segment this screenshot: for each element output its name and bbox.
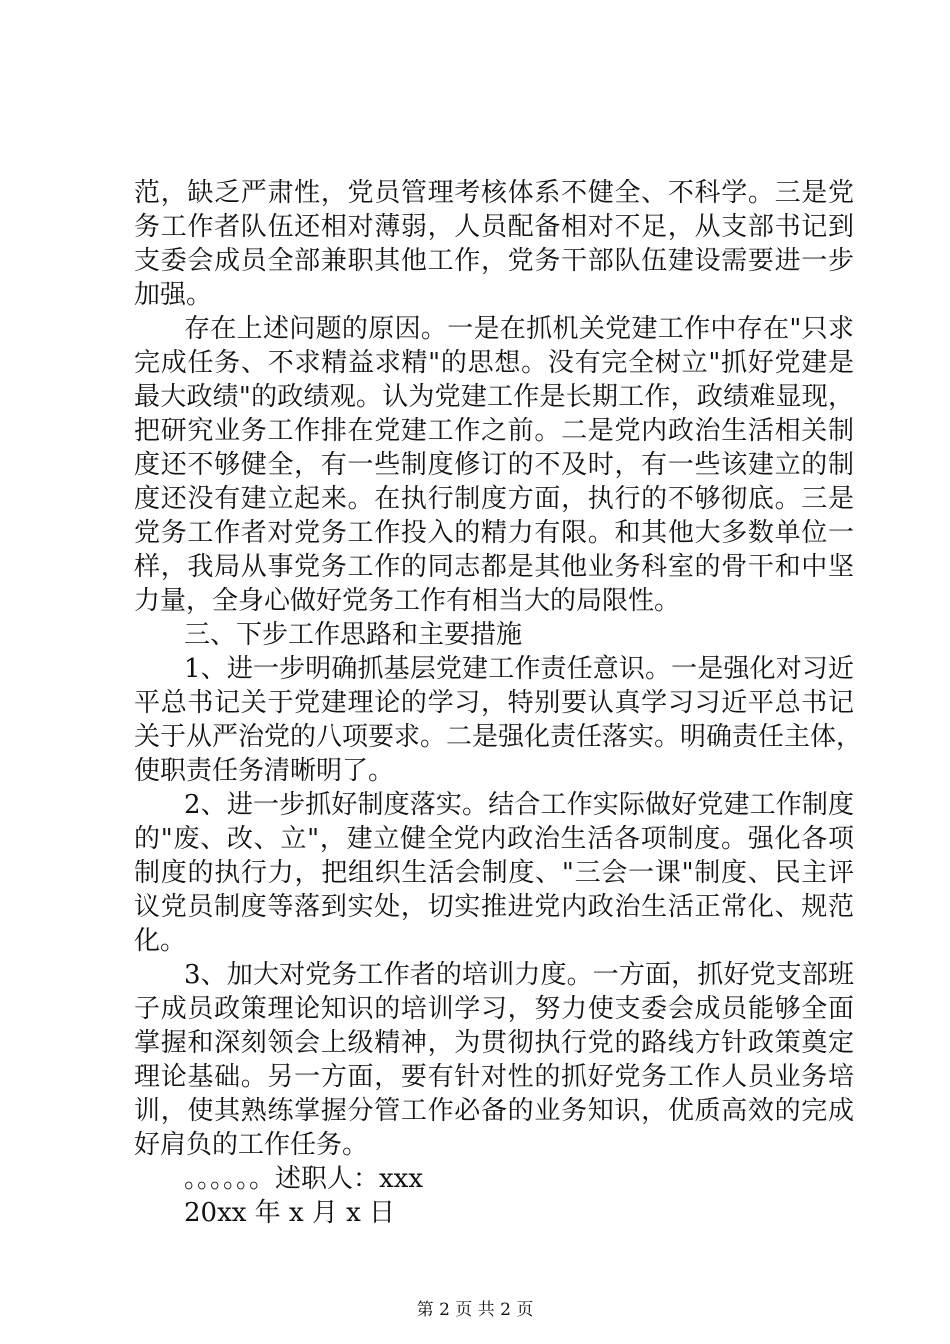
text-line: 支委会成员全部兼职其他工作，党务干部队伍建设需要进一步 xyxy=(134,246,854,276)
text-line: 3、加大对党务工作者的培训力度。一方面，抓好党支部班 xyxy=(184,960,854,990)
text-line: 平总书记关于党建理论的学习，特别要认真学习习近平总书记 xyxy=(134,688,854,718)
text-line: 的"废、改、立"，建立健全党内政治生活各项制度。强化各项 xyxy=(134,824,854,854)
text-line: 化。 xyxy=(134,926,187,956)
text-line: 力量，全身心做好党务工作有相当大的局限性。 xyxy=(134,586,681,616)
text-line: 党务工作者对党务工作投入的精力有限。和其他大多数单位一 xyxy=(134,518,854,548)
text-line: 度还不够健全，有一些制度修订的不及时，有一些该建立的制 xyxy=(134,450,854,480)
page-footer: 第 2 页 共 2 页 xyxy=(416,1300,534,1320)
text-line: 使职责任务清晰明了。 xyxy=(134,756,395,786)
text-line: 。。。。。。述职人：xxx xyxy=(184,1164,423,1194)
text-line: 2、进一步抓好制度落实。结合工作实际做好党建工作制度 xyxy=(184,790,854,820)
text-line: 范，缺乏严肃性，党员管理考核体系不健全、不科学。三是党 xyxy=(134,178,854,208)
text-line: 存在上述问题的原因。一是在抓机关党建工作中存在"只求 xyxy=(184,314,854,344)
text-line: 最大政绩"的政绩观。认为党建工作是长期工作，政绩难显现， xyxy=(134,382,854,412)
document-body xyxy=(134,176,863,1230)
text-line: 完成任务、不求精益求精"的思想。没有完全树立"抓好党建是 xyxy=(134,348,854,378)
text-line: 理论基础。另一方面，要有针对性的抓好党务工作人员业务培 xyxy=(134,1062,854,1092)
text-line: 度还没有建立起来。在执行制度方面，执行的不够彻底。三是 xyxy=(134,484,854,514)
text-line: 训，使其熟练掌握分管工作必备的业务知识，优质高效的完成 xyxy=(134,1096,854,1126)
text-line: 1、进一步明确抓基层党建工作责任意识。一是强化对习近 xyxy=(184,654,854,684)
text-line: 20xx 年 x 月 x 日 xyxy=(184,1198,396,1228)
text-line: 子成员政策理论知识的培训学习，努力使支委会成员能够全面 xyxy=(134,994,854,1024)
text-line: 把研究业务工作排在党建工作之前。二是党内政治生活相关制 xyxy=(134,416,854,446)
text-line: 制度的执行力，把组织生活会制度、"三会一课"制度、民主评 xyxy=(134,858,854,888)
text-line: 样，我局从事党务工作的同志都是其他业务科室的骨干和中坚 xyxy=(134,552,854,582)
text-line: 议党员制度等落到实处，切实推进党内政治生活正常化、规范 xyxy=(134,892,854,922)
text-line: 三、下步工作思路和主要措施 xyxy=(184,620,523,650)
text-line: 加强。 xyxy=(134,280,213,310)
text-line: 好肩负的工作任务。 xyxy=(134,1130,369,1160)
text-line: 关于从严治党的八项要求。二是强化责任落实。明确责任主体， xyxy=(134,722,863,752)
text-line: 掌握和深刻领会上级精神，为贯彻执行党的路线方针政策奠定 xyxy=(134,1028,854,1058)
text-line: 务工作者队伍还相对薄弱，人员配备相对不足，从支部书记到 xyxy=(134,212,854,242)
